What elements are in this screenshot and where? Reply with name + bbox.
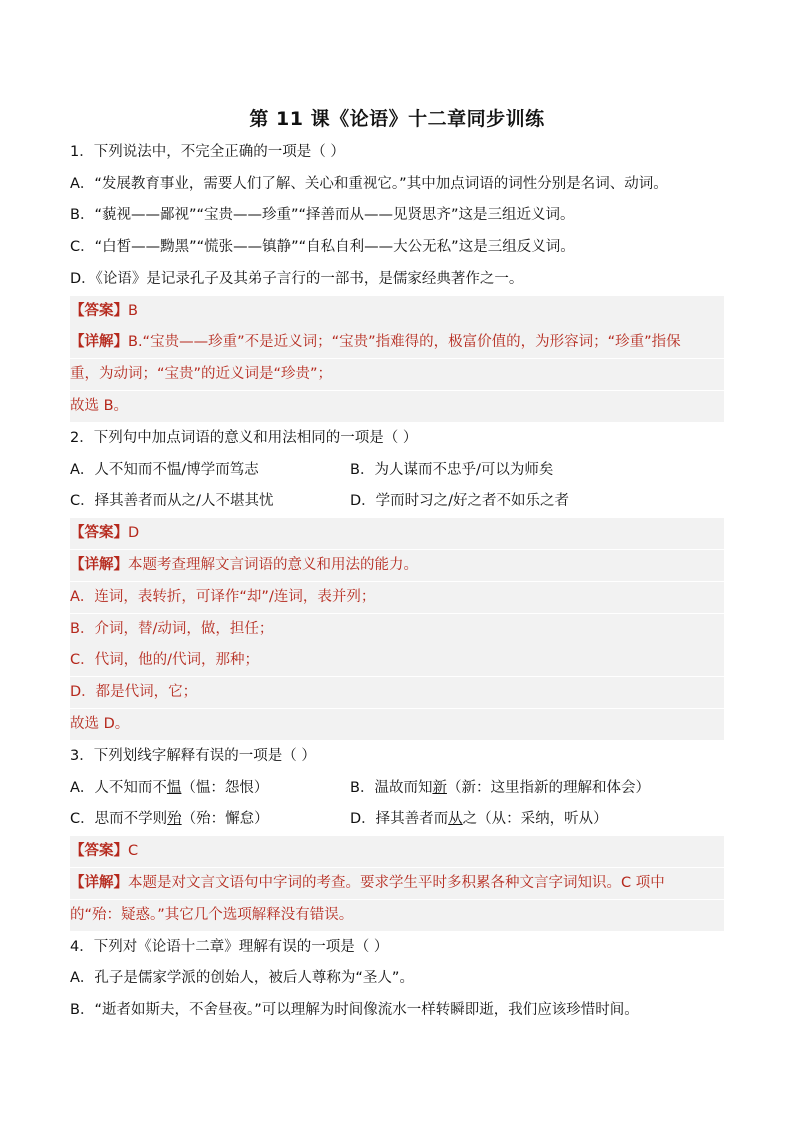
answer-tag: 【答案】 — [70, 525, 128, 541]
q1-detail-line-1 — [70, 327, 724, 358]
q1-option-c: C．“白皙——黝黑”“慌张——镇静”“自私自利——大公无私”这是三组反义词。 — [70, 239, 575, 255]
q4-option-a: A．孔子是儒家学派的创始人，被后人尊称为“圣人”。 — [70, 970, 414, 986]
page-title: 第 11 课《论语》十二章同步训练 — [249, 108, 545, 130]
q2-stem: 2．下列句中加点词语的意义和用法相同的一项是（ ） — [70, 430, 418, 446]
q4-stem: 4．下列对《论语十二章》理解有误的一项是（ ） — [70, 939, 389, 955]
detail-tag: 【详解】 — [70, 875, 128, 891]
underlined-char: 新 — [432, 780, 447, 796]
answer-value: D — [128, 525, 140, 541]
option-text: A．人不知而不 — [70, 780, 167, 796]
q2-options-row-1 — [70, 455, 724, 486]
answer-tag: 【答案】 — [70, 303, 128, 319]
underlined-char: 从 — [448, 811, 463, 827]
q1-option-d: D．《论语》是记录孔子及其弟子言行的一部书，是儒家经典著作之一。 — [70, 271, 524, 287]
q2-detail-a: A．连词，表转折，可译作“却”/连词，表并列； — [70, 582, 724, 613]
option-gloss: 之（从：采纳，听从） — [462, 811, 608, 827]
option-gloss: （愠：怨恨） — [181, 780, 269, 796]
q3-answer — [70, 836, 724, 867]
option-text: B．温故而知 — [350, 780, 433, 796]
q1-conclusion: 故选 B。 — [70, 391, 724, 422]
q3-detail-line-2: 的“殆：疑惑。”其它几个选项解释没有错误。 — [70, 900, 724, 931]
detail-text: 本题考查理解文言词语的意义和用法的能力。 — [128, 557, 418, 573]
q2-conclusion: 故选 D。 — [70, 709, 724, 740]
q3-option-b — [350, 773, 650, 804]
q2-option-d: D．学而时习之/好之者不如乐之者 — [350, 493, 570, 509]
q3-option-d — [350, 804, 608, 835]
answer-tag: 【答案】 — [70, 843, 128, 859]
option-gloss: （殆：懈怠） — [181, 811, 269, 827]
q2-detail-d: D．都是代词，它； — [70, 677, 724, 708]
q2-answer — [70, 518, 724, 549]
q3-detail-line-1 — [70, 868, 724, 899]
q3-stem: 3．下列划线字解释有误的一项是（ ） — [70, 748, 316, 764]
underlined-char: 殆 — [167, 811, 182, 827]
q2-detail-c: C．代词，他的/代词，那种； — [70, 645, 724, 676]
q1-detail-line-2: 重，为动词；“宝贵”的近义词是“珍贵”； — [70, 359, 724, 390]
q3-options-row-1 — [70, 773, 724, 804]
option-text: D．择其善者而 — [350, 811, 449, 827]
answer-value: B — [128, 303, 138, 319]
q4-option-b: B．“逝者如斯夫，不舍昼夜。”可以理解为时间像流水一样转瞬即逝，我们应该珍惜时间。 — [70, 1002, 639, 1018]
q2-detail-line-1 — [70, 550, 724, 581]
q3-option-c — [70, 811, 269, 827]
answer-value: C — [128, 843, 139, 859]
option-gloss: （新：这里指新的理解和体会） — [446, 780, 650, 796]
q2-detail-b: B．介词，替/动词，做，担任； — [70, 614, 724, 645]
detail-tag: 【详解】 — [70, 334, 128, 350]
q1-stem: 1．下列说法中，不完全正确的一项是（ ） — [70, 144, 345, 160]
option-text: C．思而不学则 — [70, 811, 168, 827]
underlined-char: 愠 — [166, 780, 182, 796]
q3-option-a — [70, 780, 268, 796]
q1-option-b: B．“藐视——鄙视”“宝贵——珍重”“择善而从——见贤思齐”这是三组近义词。 — [70, 207, 575, 223]
detail-text: 本题是对文言文语句中字词的考查。要求学生平时多积累各种文言字词知识。C 项中 — [128, 875, 665, 891]
detail-tag: 【详解】 — [70, 557, 128, 573]
q2-option-c: C．择其善者而从之/人不堪其忧 — [70, 493, 274, 509]
q3-options-row-2 — [70, 804, 724, 835]
q1-answer — [70, 296, 724, 327]
q2-option-b: B．为人谋而不忠乎/可以为师矣 — [350, 462, 554, 478]
q2-option-a: A．人不知而不愠/博学而笃志 — [70, 462, 259, 478]
q1-option-a: A．“发展教育事业，需要人们了解、关心和重视它。”其中加点词语的词性分别是名词、动词。 — [70, 176, 668, 192]
detail-text: B.“宝贵——珍重”不是近义词；“宝贵”指难得的，极富价值的，为形容词；“珍重”指保 — [128, 334, 681, 350]
q2-options-row-2 — [70, 486, 724, 517]
